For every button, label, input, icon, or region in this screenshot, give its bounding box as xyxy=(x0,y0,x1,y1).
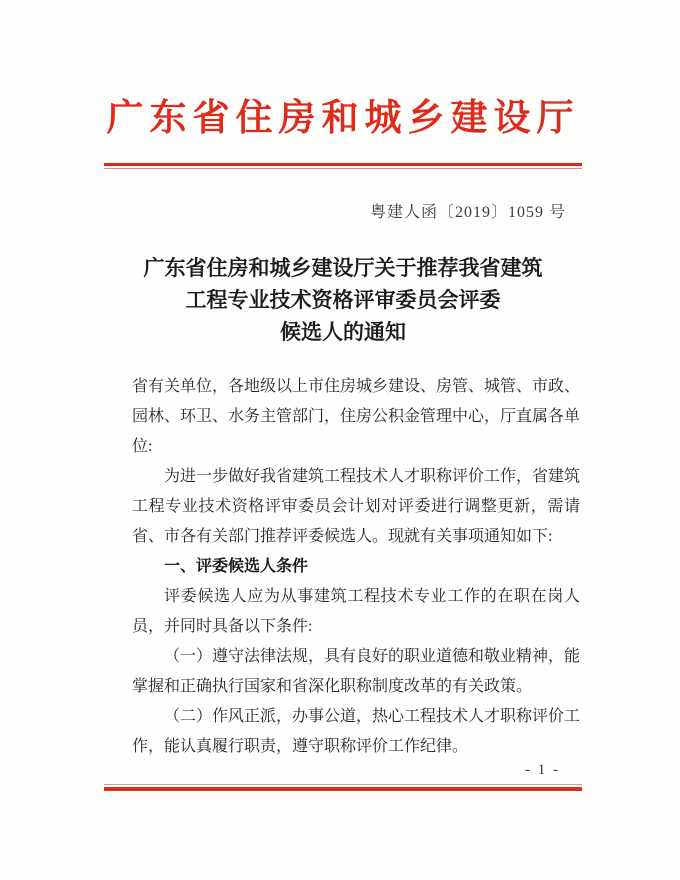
letterhead-rule-thin xyxy=(104,168,582,169)
letterhead-rule xyxy=(104,163,582,169)
condition-item-1: （一）遵守法律法规，具有良好的职业道德和敬业精神，能掌握和正确执行国家和省深化职称制度改革的有关政策。 xyxy=(132,648,581,695)
notice-title-line-2: 工程专业技术资格评审委员会评委 xyxy=(185,288,501,312)
condition-item-2: （二）作风正派，办事公道，热心工程技术人才职称评价工作，能认真履行职责，遵守职称评价工作纪律。 xyxy=(132,708,581,755)
notice-title-line-3: 候选人的通知 xyxy=(280,320,406,344)
intro-paragraph: 为进一步做好我省建筑工程技术人才职称评价工作，省建筑工程专业技术资格评审委员会计划对评委进行调整更新，需请省、市各有关部门推荐评委候选人。现就有关事项通知如下: xyxy=(132,468,581,545)
doc-reference-number: 粤建人函〔2019〕1059 号 xyxy=(369,204,566,221)
footer-rule-thin xyxy=(104,784,582,785)
page-number: - 1 - xyxy=(525,762,560,778)
letterhead-agency-title: 广东省住房和城乡建设厅 xyxy=(106,98,580,139)
footer-rule xyxy=(104,784,582,791)
section-1-lead: 评委候选人应为从事建筑工程技术专业工作的在职在岗人员，并同时具备以下条件: xyxy=(132,588,580,635)
notice-body xyxy=(132,372,580,762)
section-1-heading: 一、评委候选人条件 xyxy=(164,558,309,575)
letterhead-rule-thick xyxy=(104,163,582,166)
notice-title xyxy=(104,252,582,348)
notice-title-line-1: 广东省住房和城乡建设厅关于推荐我省建筑 xyxy=(143,256,543,280)
salutation: 省有关单位，各地级以上市住房城乡建设、房管、城管、市政、园林、环卫、水务主管部门，住房公积金管理中心，厅直属各单位: xyxy=(132,378,581,455)
footer-rule-thick xyxy=(104,787,582,791)
